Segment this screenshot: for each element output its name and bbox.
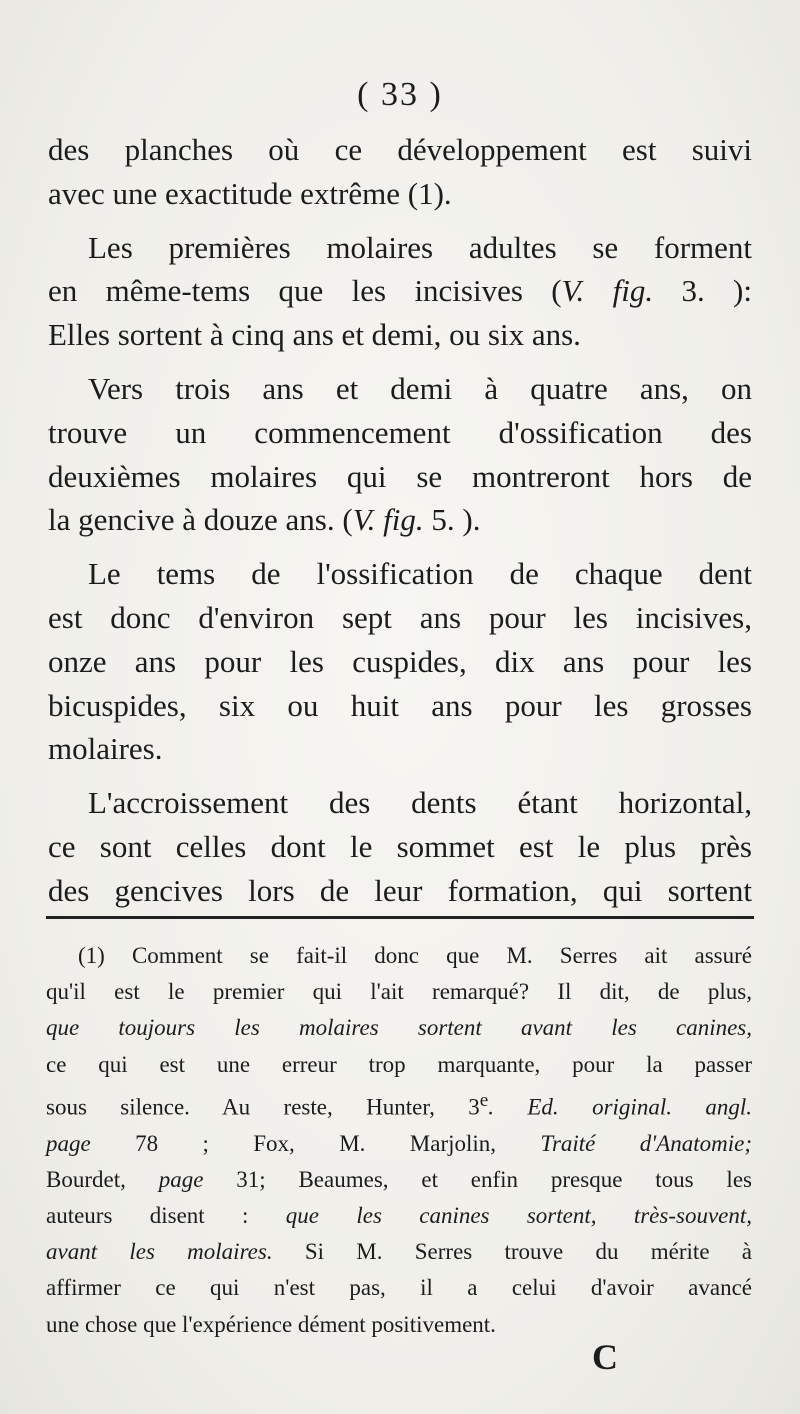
page-number: ( 33 ) bbox=[357, 76, 443, 113]
signature-mark: C bbox=[592, 1337, 618, 1377]
body-line: onze ans pour les cuspides, dix ans pour les bbox=[48, 643, 752, 679]
body-line: Les premières molaires adultes se forment bbox=[88, 229, 752, 265]
footnote bbox=[46, 938, 752, 1343]
body-line: la gencive à douze ans. (V. fig. 5. ). bbox=[48, 502, 481, 538]
footnote-line: qu'il est le premier qui l'ait remarqué? Il dit, de plus, bbox=[46, 979, 752, 1005]
body-line: molaires. bbox=[48, 731, 163, 767]
footnote-line: page 78 ; Fox, M. Marjolin, Traité d'Anatomie; bbox=[46, 1130, 752, 1156]
footnote-line: ce qui est une erreur trop marquante, pour la passer bbox=[46, 1051, 752, 1077]
footnote-divider bbox=[46, 916, 754, 919]
body-line: Elles sortent à cinq ans et demi, ou six ans. bbox=[48, 317, 581, 353]
footnote-line: que toujours les molaires sortent avant les canines, bbox=[46, 1015, 752, 1041]
body-line: trouve un commencement d'ossification des bbox=[48, 414, 752, 450]
body-line: des gencives lors de leur formation, qui sortent bbox=[48, 872, 752, 908]
footnote-line: auteurs disent : que les canines sortent, très-souvent, bbox=[46, 1203, 753, 1229]
footnote-line: sous silence. Au reste, Hunter, 3e. Ed. original. angl. bbox=[46, 1089, 752, 1120]
footnote-line: avant les molaires. Si M. Serres trouve du mérite à bbox=[46, 1239, 752, 1265]
body-line: L'accroissement des dents étant horizontal, bbox=[88, 785, 752, 821]
body-line: avec une exactitude extrême (1). bbox=[48, 175, 452, 211]
body-line: en même-tems que les incisives (V. fig. 3. ): bbox=[48, 273, 752, 309]
body-line: Le tems de l'ossification de chaque dent bbox=[88, 556, 752, 592]
body-line: est donc d'environ sept ans pour les incisives, bbox=[48, 599, 752, 635]
footnote-line: (1) Comment se fait-il donc que M. Serres ait assuré bbox=[78, 943, 752, 968]
footnote-line: une chose que l'expérience dément positivement. bbox=[46, 1311, 496, 1337]
footnote-line: affirmer ce qui n'est pas, il a celui d'avoir avancé bbox=[46, 1275, 752, 1301]
body-line: des planches où ce développement est suivi bbox=[48, 132, 752, 167]
body-line: ce sont celles dont le sommet est le plus près bbox=[48, 828, 752, 864]
body-line: bicuspides, six ou huit ans pour les grosses bbox=[48, 687, 752, 723]
body-line: Vers trois ans et demi à quatre ans, on bbox=[88, 370, 752, 406]
body-line: deuxièmes molaires qui se montreront hors de bbox=[48, 458, 752, 494]
footnote-line: Bourdet, page 31; Beaumes, et enfin presque tous les bbox=[46, 1166, 752, 1192]
body-text bbox=[48, 128, 752, 913]
